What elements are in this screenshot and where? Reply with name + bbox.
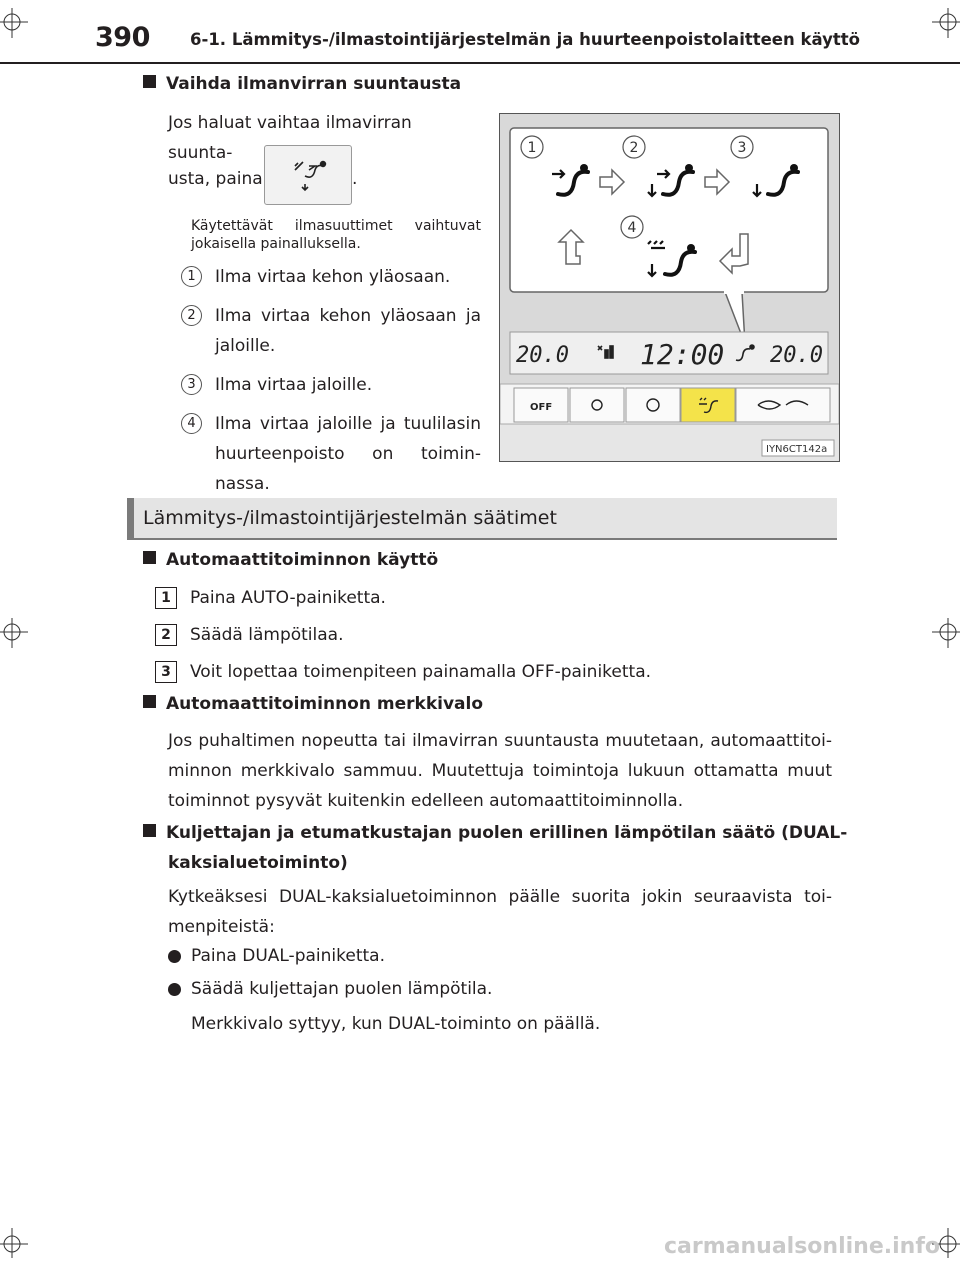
callout-label: 2 <box>629 140 639 156</box>
step-item <box>155 583 835 613</box>
step-number: 3 <box>155 661 177 683</box>
airflow-option <box>181 370 481 400</box>
option-text: Ilma virtaa jaloille. <box>215 375 373 395</box>
bullet-item <box>168 941 832 971</box>
step-text: Säädä lämpötilaa. <box>190 625 344 645</box>
footer-watermark: carmanualsonline.info <box>664 1234 940 1259</box>
section-title: Lämmitys-/ilmastointijärjestelmän säätimet <box>143 507 557 529</box>
option-number: 2 <box>181 305 202 326</box>
airflow-intro-line2 <box>168 164 263 194</box>
header-rule <box>0 62 960 64</box>
airflow-note: Käytettävät ilmasuuttimet vaihtuvat jokaisella painalluksella. <box>191 218 481 252</box>
airflow-mode-button-image <box>264 145 352 205</box>
airflow-option <box>181 409 481 499</box>
bullet-dot-icon <box>168 983 181 996</box>
bullet-text: Paina DUAL-painiketta. <box>191 946 385 966</box>
indicator-heading-text: Automaattitoiminnon merkkivalo <box>166 694 484 714</box>
bullet-text: Säädä kuljettajan puolen lämpötila. <box>191 979 493 999</box>
airflow-intro-prefix: usta, paina <box>168 169 263 189</box>
callout-label: 3 <box>737 140 747 156</box>
display-temp-left: 20.0 <box>516 343 569 368</box>
option-text: Ilma virtaa jaloille ja tuulilasin huurteenpoisto on toimin- nassa. <box>215 414 481 494</box>
illustration-svg <box>500 114 839 461</box>
option-number: 1 <box>181 266 202 287</box>
option-text: Ilma virtaa kehon yläosaan ja jaloille. <box>215 306 481 356</box>
option-number: 3 <box>181 374 202 395</box>
airflow-intro-line1: Jos haluat vaihtaa ilmavirran suunta- <box>168 113 412 163</box>
square-bullet-icon <box>143 551 156 564</box>
callout-label: 4 <box>627 220 637 236</box>
section-heading-bar <box>127 498 837 540</box>
display-clock: 12:00 <box>640 338 725 371</box>
fan-off-label: OFF <box>530 402 553 413</box>
airflow-option <box>181 301 481 361</box>
dual-heading-line2: kaksialuetoiminto) <box>168 853 348 873</box>
auto-heading <box>143 550 438 570</box>
dual-bullets <box>168 941 832 1004</box>
page-number: 390 <box>95 22 150 53</box>
option-text: Ilma virtaa kehon yläosaan. <box>215 267 451 287</box>
climate-control-illustration <box>499 113 840 462</box>
airflow-heading-text: Vaihda ilmanvirran suuntausta <box>166 74 462 94</box>
dual-heading-line1: Kuljettajan ja etumatkustajan puolen erillinen lämpötilan säätö (DUAL- <box>166 823 848 843</box>
step-text: Paina AUTO-painiketta. <box>190 588 386 608</box>
display-temp-right: 20.0 <box>770 343 823 368</box>
option-number: 4 <box>181 413 202 434</box>
indicator-text: Jos puhaltimen nopeutta tai ilmavirran suuntausta muutetaan, automaattitoi- minnon merkkivalo sammuu. Muutettuja toimintoja lukuun ottamatta muut toiminnot pysyvät kuitenkin edelleen automaattitoiminnolla. <box>168 731 832 811</box>
dual-text: Kytkeäksesi DUAL-kaksialuetoiminnon päälle suorita jokin seuraavista toi- menpiteistä: <box>168 887 832 937</box>
square-bullet-icon <box>143 824 156 837</box>
bullet-dot-icon <box>168 950 181 963</box>
step-item <box>155 657 835 687</box>
bullet-item <box>168 974 832 1004</box>
dual-heading <box>143 818 848 878</box>
auto-steps <box>155 583 835 687</box>
auto-heading-text: Automaattitoiminnon käyttö <box>166 550 439 570</box>
image-code: IYN6CT142a <box>766 444 828 455</box>
square-bullet-icon <box>143 75 156 88</box>
step-text: Voit lopettaa toimenpiteen painamalla OFF-painiketta. <box>190 662 652 682</box>
square-bullet-icon <box>143 695 156 708</box>
indicator-heading <box>143 694 483 714</box>
dual-after-text: Merkkivalo syttyy, kun DUAL-toiminto on päällä. <box>191 1014 601 1034</box>
section-accent <box>127 498 134 538</box>
airflow-options <box>181 262 481 499</box>
airflow-option <box>181 262 481 292</box>
airflow-intro-suffix: . <box>352 169 358 189</box>
step-number: 2 <box>155 624 177 646</box>
step-number: 1 <box>155 587 177 609</box>
airflow-heading <box>143 74 461 94</box>
callout-label: 1 <box>527 140 537 156</box>
running-header: 6-1. Lämmitys-/ilmastointijärjestelmän ja huurteenpoistolaitteen käyttö <box>190 30 860 49</box>
step-item <box>155 620 835 650</box>
airflow-mode-icon <box>265 146 351 204</box>
